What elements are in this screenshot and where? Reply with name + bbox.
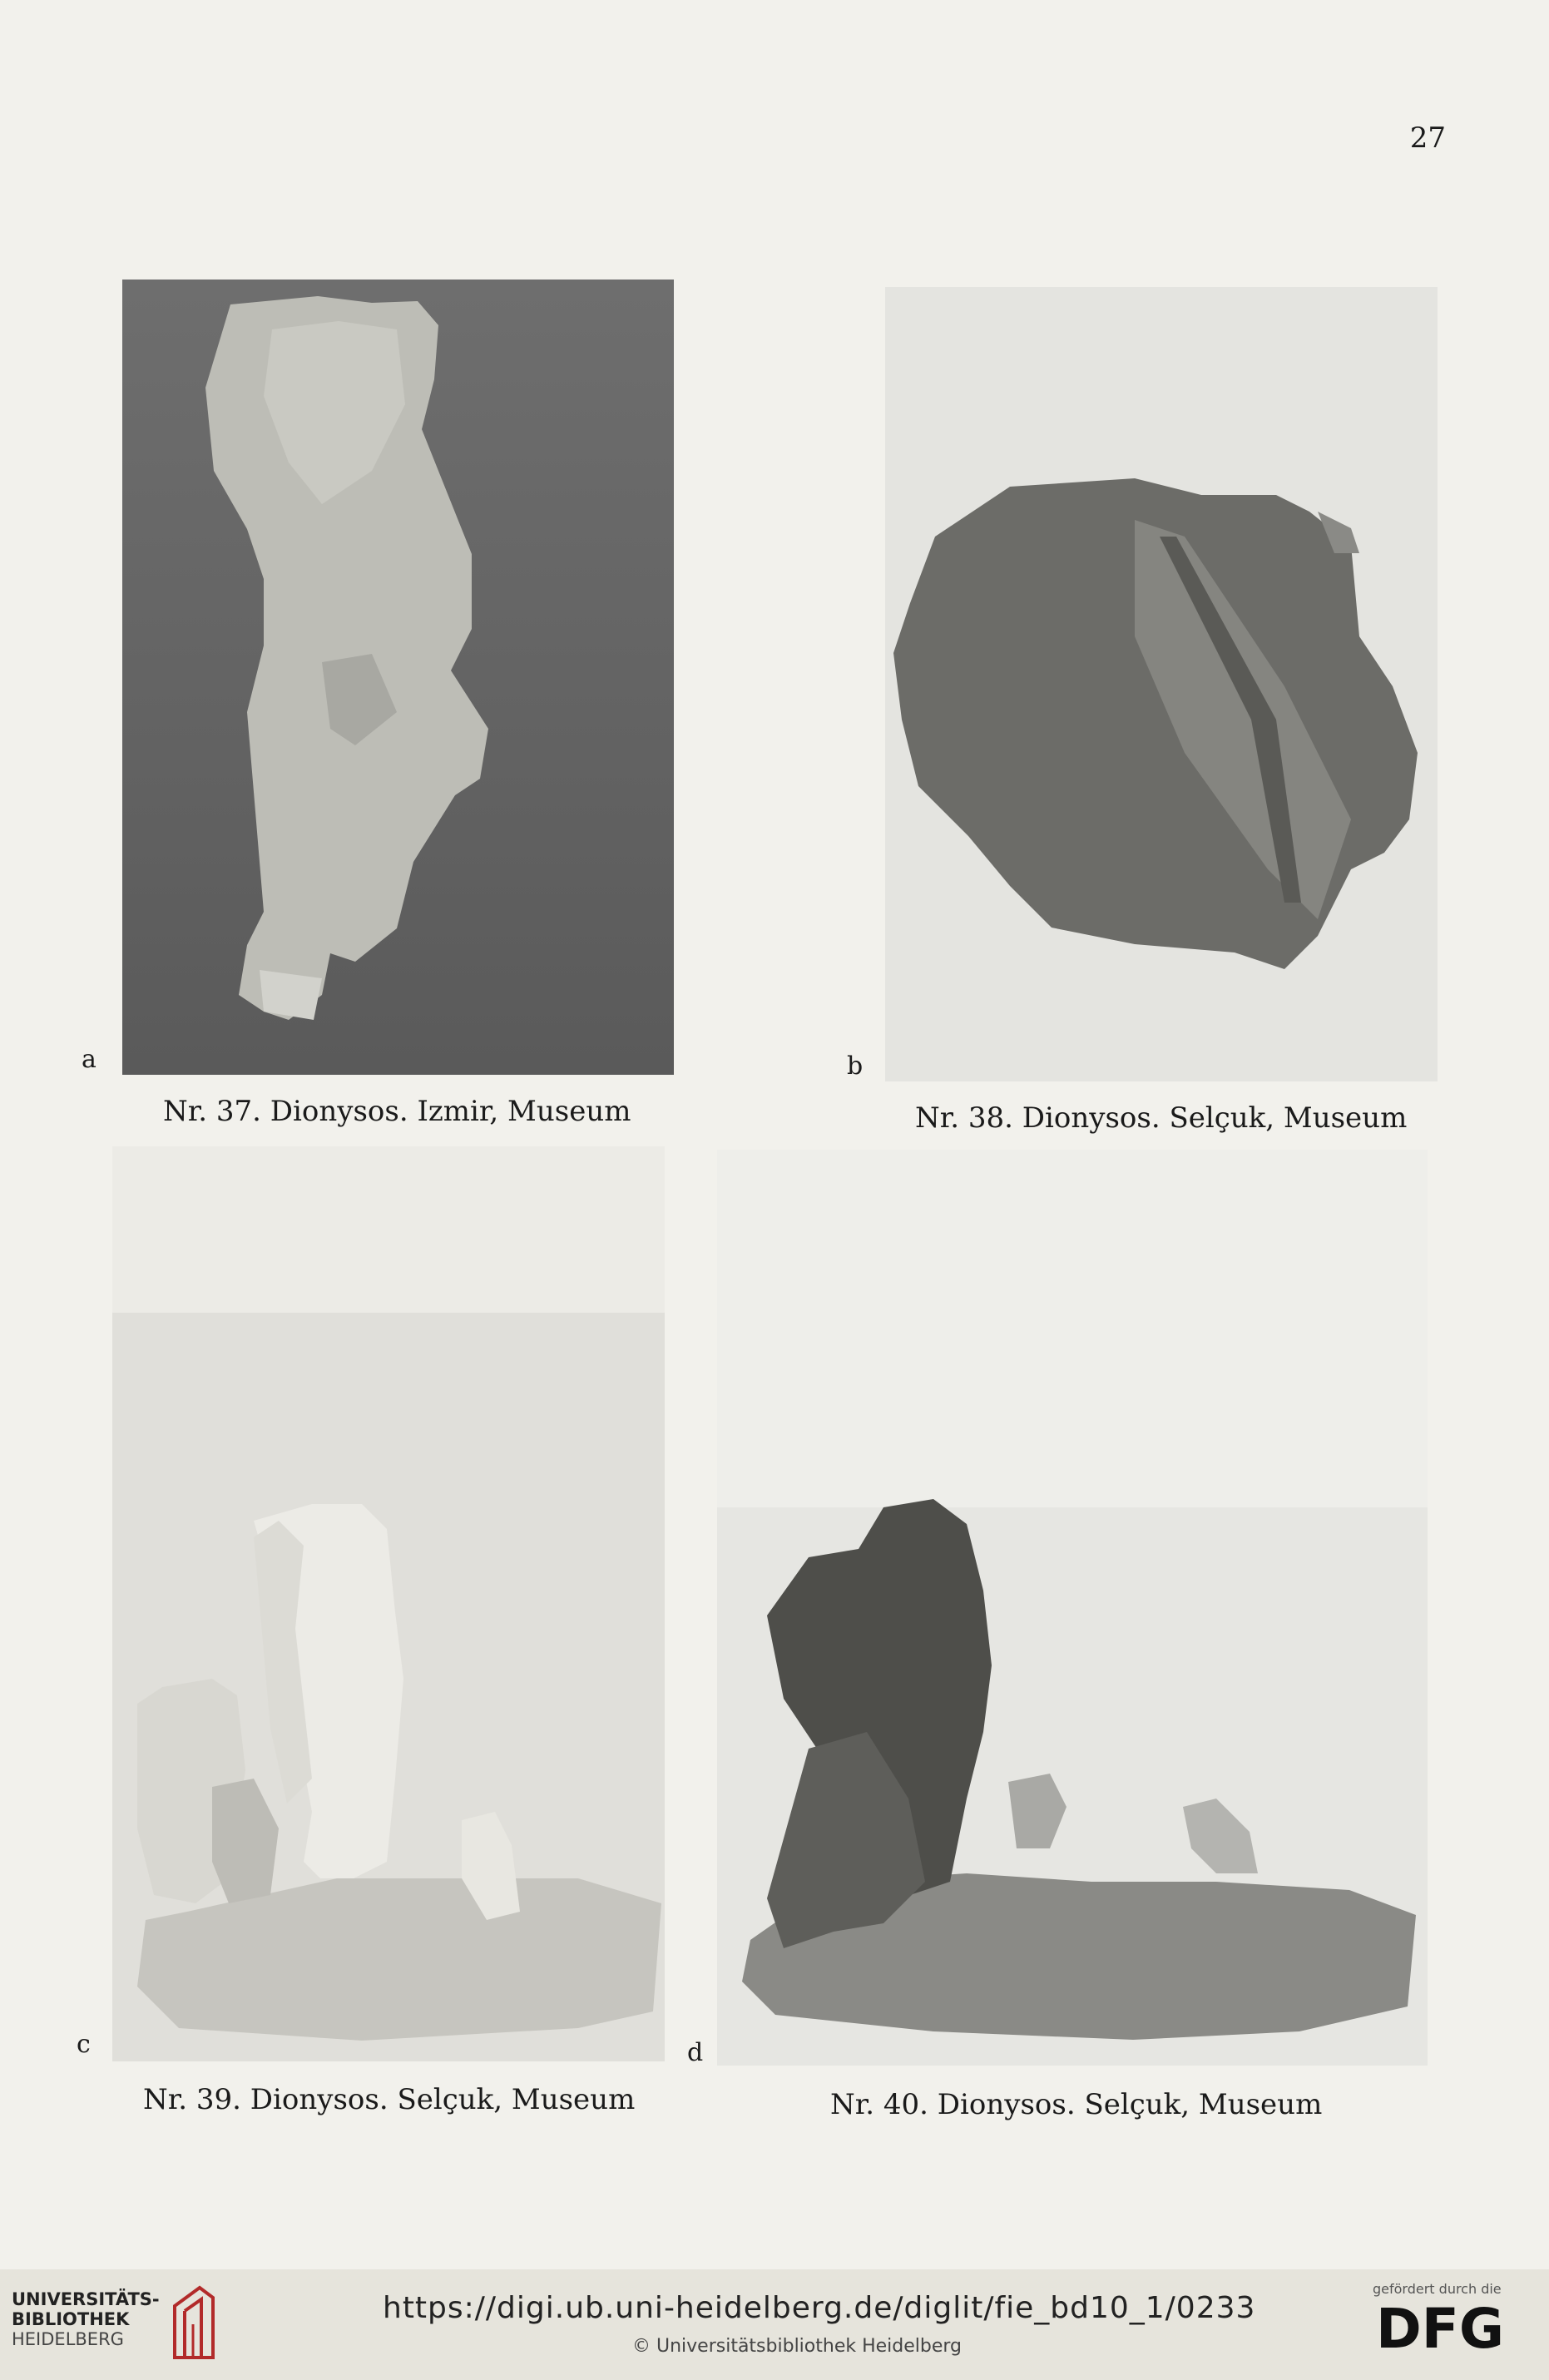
funding-label: gefördert durch die [1373,2281,1502,2297]
photo-c-dionysos-legs-on-base [112,1146,665,2061]
figure-letter-b: b [847,1051,864,1081]
footer-bar [0,2269,1549,2380]
figure-letter-d: d [687,2038,704,2067]
copyright-notice: © Universitätsbibliothek Heidelberg [632,2336,963,2357]
svg-text:DFG: DFG [1376,2298,1505,2356]
library-mark-icon [166,2281,221,2364]
page-number: 27 [1409,121,1446,155]
figure-letter-a: a [82,1045,97,1074]
photo-d-dionysos-group-on-base [717,1150,1428,2066]
dfg-logo [1376,2298,1526,2356]
figure-caption-d: Nr. 40. Dionysos. Selçuk, Museum [830,2088,1323,2121]
library-name: UNIVERSITÄTS- BIBLIOTHEK HEIDELBERG [12,2289,160,2349]
figure-caption-c: Nr. 39. Dionysos. Selçuk, Museum [143,2083,636,2116]
photo-b-dionysos-fragment [885,287,1438,1081]
figure-letter-c: c [77,2030,91,2059]
figure-caption-b: Nr. 38. Dionysos. Selçuk, Museum [915,1101,1408,1135]
figure-caption-a: Nr. 37. Dionysos. Izmir, Museum [163,1095,631,1128]
photo-a-dionysos-torso [122,280,674,1075]
permalink-url[interactable]: https://digi.ub.uni-heidelberg.de/diglit/fie_bd10_1/0233 [383,2291,1256,2325]
